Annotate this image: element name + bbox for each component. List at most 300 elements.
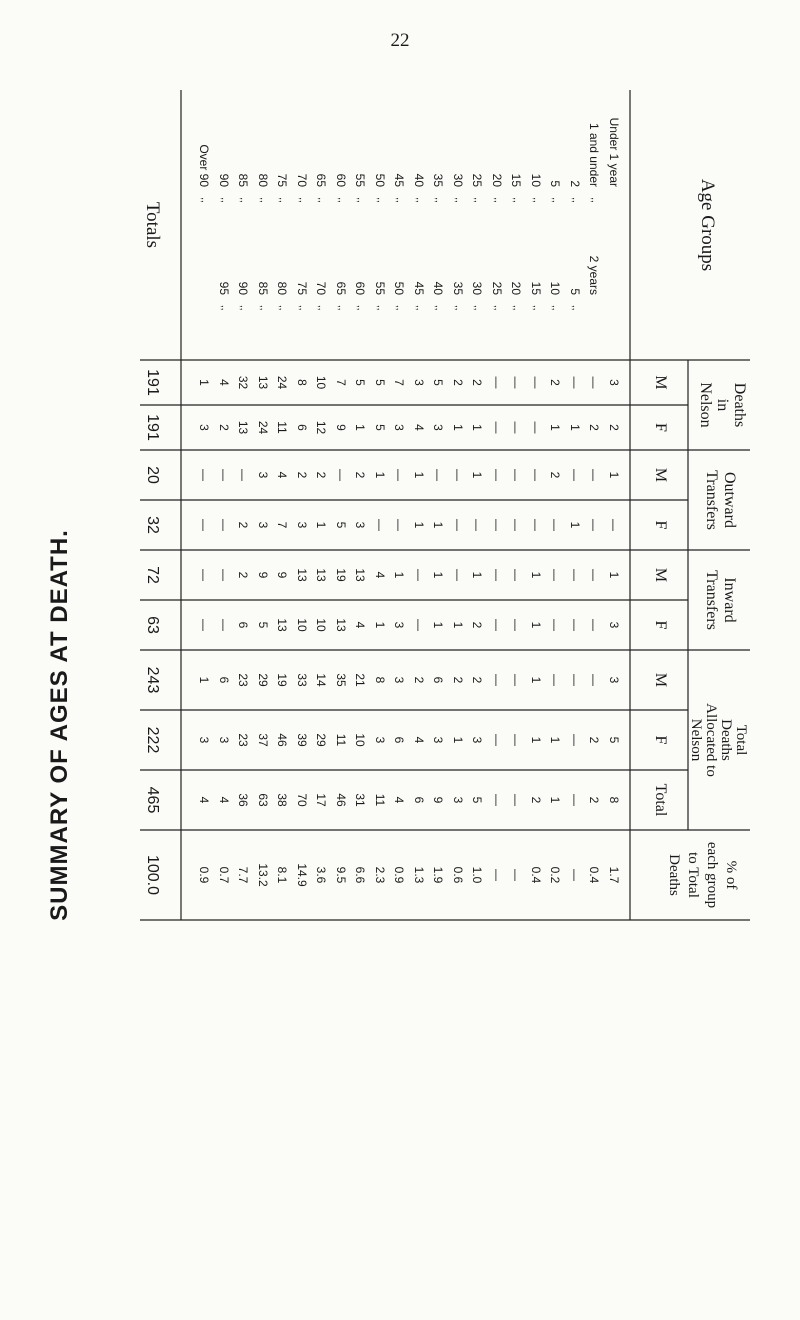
outward-f-cell: — xyxy=(217,519,231,531)
outward-m-cell: — xyxy=(236,469,251,481)
outward-f-cell: 3 xyxy=(353,521,368,529)
age-from: 55 xyxy=(353,173,368,187)
age-separator: ,, xyxy=(394,197,406,203)
totals-label: Totals xyxy=(142,201,163,249)
total-m-cell: 29 xyxy=(256,673,270,687)
deaths-m-cell: — xyxy=(587,376,602,389)
percent-cell: 1.0 xyxy=(470,866,485,884)
total-m-cell: 6 xyxy=(217,676,231,684)
total-m-cell: 19 xyxy=(275,673,290,687)
outward-m-cell: 1 xyxy=(412,471,426,479)
inward-f-cell: 1 xyxy=(529,621,543,629)
header-total-t: Total xyxy=(652,783,669,817)
age-from: 25 xyxy=(470,173,485,187)
total-m-cell: 3 xyxy=(607,676,621,684)
total-t-cell: 38 xyxy=(275,793,290,807)
total-f-cell: 4 xyxy=(412,736,426,744)
percent-cell: 0.9 xyxy=(392,866,407,884)
total-t-cell: 4 xyxy=(197,796,212,804)
inward-m-cell: — xyxy=(197,569,212,581)
total-m-cell: — xyxy=(509,674,524,686)
total-t-cell: 8 xyxy=(607,796,621,804)
header-percent-each-group: % of each group to Total Deaths xyxy=(666,841,739,909)
percent-cell: 0.2 xyxy=(548,866,563,884)
age-from: 90 xyxy=(217,173,231,187)
total-m-cell: — xyxy=(568,674,582,686)
total-m-cell: 33 xyxy=(295,673,309,687)
total-t-cell: 36 xyxy=(236,793,251,807)
total-m-cell: — xyxy=(490,674,504,686)
header-age-groups: Age Groups xyxy=(697,178,718,272)
outward-f-cell: 1 xyxy=(568,521,582,529)
header-deaths-m: M xyxy=(652,375,669,390)
deaths-f-cell: — xyxy=(509,421,524,434)
outward-m-cell: 2 xyxy=(314,471,329,479)
inward-f-cell: 1 xyxy=(451,621,465,629)
percent-cell: — xyxy=(568,869,582,881)
outward-f-cell: — xyxy=(392,519,407,531)
inward-f-cell: — xyxy=(217,619,231,631)
age-unit-separator: ,, xyxy=(258,305,269,311)
header-outward-f: F xyxy=(652,520,669,530)
percent-cell: 3.6 xyxy=(314,866,329,884)
outward-m-cell: — xyxy=(392,469,407,481)
inward-f-cell: 1 xyxy=(431,621,446,629)
outward-m-cell: — xyxy=(334,469,348,481)
total-f-cell: 1 xyxy=(529,736,543,744)
total-f-cell: 3 xyxy=(431,736,446,744)
total-t-cell: 11 xyxy=(373,793,387,807)
age-unit-separator: ,, xyxy=(336,305,347,311)
inward-m-cell: — xyxy=(412,569,426,581)
percent-cell: 9.5 xyxy=(334,866,348,884)
inward-m-cell: — xyxy=(490,569,504,581)
inward-f-cell: — xyxy=(509,619,524,631)
age-from: 50 xyxy=(373,173,387,187)
inward-m-cell: 1 xyxy=(470,571,485,579)
deaths-m-cell: 5 xyxy=(353,379,368,386)
deaths-m-cell: 32 xyxy=(236,375,251,390)
header-inward-m: M xyxy=(652,567,669,583)
outward-m-cell: — xyxy=(568,469,582,481)
age-from: 75 xyxy=(275,173,290,187)
outward-m-cell: — xyxy=(529,469,543,481)
percent-cell: 1.7 xyxy=(607,866,621,884)
inward-f-cell: 5 xyxy=(256,621,270,629)
deaths-f-cell: 1 xyxy=(451,424,465,431)
outward-f-cell: 2 xyxy=(236,521,251,529)
percent-cell: 6.6 xyxy=(353,866,368,884)
outward-f-cell: — xyxy=(451,519,465,531)
total-m-cell: 21 xyxy=(353,673,368,687)
total-f-cell: 1 xyxy=(548,736,563,744)
age-to: 25 xyxy=(490,281,504,295)
deaths-m-cell: 2 xyxy=(548,379,563,386)
age-to: 35 xyxy=(451,281,465,295)
age-unit-separator: ,, xyxy=(316,305,328,311)
inward-f-cell: — xyxy=(490,619,504,631)
totals-total-f: 222 xyxy=(144,726,161,754)
outward-f-cell: 3 xyxy=(295,521,309,529)
outward-m-cell: 2 xyxy=(353,471,368,479)
total-f-cell: 37 xyxy=(256,733,270,747)
total-f-cell: 3 xyxy=(373,736,387,744)
outward-m-cell: 2 xyxy=(295,471,309,479)
total-m-cell: 23 xyxy=(236,673,251,687)
total-m-cell: 2 xyxy=(451,676,465,684)
inward-m-cell: 1 xyxy=(607,571,621,579)
total-t-cell: 4 xyxy=(392,796,407,804)
total-m-cell: — xyxy=(587,674,602,686)
total-m-cell: 1 xyxy=(529,676,543,684)
age-unit-separator: ,, xyxy=(570,305,581,311)
total-f-cell: 2 xyxy=(587,736,602,744)
inward-m-cell: — xyxy=(217,569,231,581)
inward-m-cell: 2 xyxy=(236,571,251,579)
total-t-cell: — xyxy=(490,794,504,806)
total-f-cell: 3 xyxy=(197,736,212,744)
age-to: 70 xyxy=(314,281,329,295)
deaths-m-cell: 1 xyxy=(197,379,212,386)
age-from: 70 xyxy=(295,173,309,187)
percent-cell: 14.9 xyxy=(295,863,309,887)
deaths-m-cell: 24 xyxy=(275,375,290,390)
age-to: 80 xyxy=(275,281,290,295)
inward-m-cell: 1 xyxy=(431,571,446,579)
age-from: Under 1 year xyxy=(607,117,621,187)
age-unit-separator: ,, xyxy=(219,305,230,311)
inward-m-cell: 9 xyxy=(256,571,270,579)
age-from: 85 xyxy=(236,173,251,187)
page-number: 22 xyxy=(390,30,410,51)
outward-f-cell: 3 xyxy=(256,521,270,529)
table-rules xyxy=(110,90,750,1090)
age-from: 1 and under xyxy=(587,122,602,187)
inward-m-cell: 19 xyxy=(334,568,348,582)
deaths-m-cell: — xyxy=(490,376,504,389)
percent-cell: 0.4 xyxy=(587,866,602,884)
summary-table xyxy=(110,90,750,1090)
page-title: SUMMARY OF AGES AT DEATH. xyxy=(46,529,73,921)
header-inward-transfers: Inward Transfers xyxy=(703,570,738,630)
age-to: 85 xyxy=(256,281,270,295)
totals-outward-m: 20 xyxy=(144,466,161,484)
total-m-cell: 35 xyxy=(334,673,348,687)
deaths-f-cell: 13 xyxy=(236,420,251,435)
age-unit-separator: ,, xyxy=(238,305,250,311)
total-t-cell: 1 xyxy=(548,796,563,804)
age-separator: ,, xyxy=(238,197,250,203)
deaths-f-cell: 11 xyxy=(275,421,290,434)
total-t-cell: 17 xyxy=(314,793,329,807)
age-separator: ,, xyxy=(316,197,328,203)
total-t-cell: 63 xyxy=(256,793,270,807)
total-f-cell: 23 xyxy=(236,733,251,747)
age-to: 45 xyxy=(412,281,426,295)
age-separator: ,, xyxy=(511,197,523,203)
age-unit-separator: ,, xyxy=(297,305,308,311)
age-separator: ,, xyxy=(550,197,562,203)
total-t-cell: 2 xyxy=(587,796,602,804)
age-separator: ,, xyxy=(433,197,445,203)
age-to: 5 xyxy=(568,288,582,295)
age-to: 10 xyxy=(548,281,563,295)
inward-m-cell: 13 xyxy=(353,568,368,582)
deaths-f-cell: 3 xyxy=(197,424,212,431)
total-f-cell: 46 xyxy=(275,733,290,747)
header-total-f: F xyxy=(652,735,669,745)
percent-cell: 0.9 xyxy=(197,866,212,884)
total-t-cell: 2 xyxy=(529,796,543,804)
deaths-f-cell: 6 xyxy=(295,424,309,431)
deaths-f-cell: 5 xyxy=(373,424,387,431)
inward-m-cell: — xyxy=(568,569,582,581)
age-unit-separator: ,, xyxy=(550,305,562,311)
age-to: 65 xyxy=(334,281,348,295)
age-to: 30 xyxy=(470,281,485,295)
age-from: 15 xyxy=(509,173,524,187)
age-separator: ,, xyxy=(453,197,464,203)
inward-m-cell: — xyxy=(548,569,563,581)
outward-f-cell: — xyxy=(197,519,212,531)
age-from: 65 xyxy=(314,173,329,187)
inward-f-cell: 10 xyxy=(295,618,309,632)
deaths-m-cell: 3 xyxy=(607,379,621,386)
age-from: 80 xyxy=(256,173,270,187)
inward-f-cell: — xyxy=(548,619,563,631)
total-t-cell: 6 xyxy=(412,796,426,804)
age-unit-separator: ,, xyxy=(472,305,484,311)
outward-f-cell: 1 xyxy=(431,521,446,529)
age-from: 10 xyxy=(529,173,543,187)
inward-f-cell: 3 xyxy=(607,621,621,629)
total-t-cell: 46 xyxy=(334,793,348,807)
outward-m-cell: — xyxy=(587,469,602,481)
total-f-cell: 10 xyxy=(353,733,368,747)
outward-m-cell: — xyxy=(451,469,465,481)
deaths-f-cell: 2 xyxy=(607,424,621,431)
total-f-cell: 11 xyxy=(334,733,348,747)
total-f-cell: 6 xyxy=(392,736,407,744)
outward-m-cell: — xyxy=(509,469,524,481)
age-unit-separator: ,, xyxy=(414,305,425,311)
totals-total-m: 243 xyxy=(144,666,161,694)
total-t-cell: 70 xyxy=(295,793,309,807)
inward-m-cell: 13 xyxy=(295,568,309,582)
total-m-cell: 8 xyxy=(373,676,387,684)
total-f-cell: 1 xyxy=(451,736,465,744)
totals-outward-f: 32 xyxy=(144,516,161,534)
deaths-f-cell: — xyxy=(529,421,543,434)
percent-cell: 13.2 xyxy=(256,863,270,887)
deaths-f-cell: 2 xyxy=(217,424,231,431)
age-separator: ,, xyxy=(414,197,425,203)
deaths-m-cell: — xyxy=(509,376,524,389)
total-m-cell: 14 xyxy=(314,673,329,687)
deaths-m-cell: 13 xyxy=(256,375,270,390)
age-from: 2 xyxy=(568,180,582,187)
age-unit-separator: ,, xyxy=(394,305,406,311)
deaths-f-cell: 1 xyxy=(353,424,368,431)
age-separator: ,, xyxy=(589,197,601,203)
outward-f-cell: — xyxy=(607,519,621,531)
inward-f-cell: — xyxy=(587,619,602,631)
age-separator: ,, xyxy=(375,197,386,203)
age-separator: ,, xyxy=(336,197,347,203)
total-f-cell: 3 xyxy=(217,736,231,744)
total-f-cell: 29 xyxy=(314,733,329,747)
outward-m-cell: 3 xyxy=(256,471,270,479)
total-t-cell: 3 xyxy=(451,796,465,804)
deaths-m-cell: 5 xyxy=(373,379,387,386)
total-t-cell: 5 xyxy=(470,796,485,804)
inward-m-cell: — xyxy=(451,569,465,581)
percent-cell: 7.7 xyxy=(236,866,251,884)
age-to: 90 xyxy=(236,281,251,295)
age-separator: ,, xyxy=(492,197,503,203)
total-f-cell: 3 xyxy=(470,736,485,744)
age-separator: ,, xyxy=(570,197,581,203)
inward-f-cell: — xyxy=(568,619,582,631)
deaths-m-cell: — xyxy=(529,376,543,389)
age-unit-separator: ,, xyxy=(511,305,523,311)
deaths-f-cell: 12 xyxy=(314,420,329,435)
age-to: 40 xyxy=(431,281,446,295)
deaths-f-cell: 24 xyxy=(256,420,270,435)
inward-f-cell: 1 xyxy=(373,621,387,629)
inward-f-cell: 4 xyxy=(353,621,368,629)
age-unit-separator: ,, xyxy=(531,305,542,311)
age-separator: ,, xyxy=(531,197,542,203)
inward-f-cell: 3 xyxy=(392,621,407,629)
age-to: 50 xyxy=(392,281,407,295)
total-f-cell: — xyxy=(509,734,524,746)
header-deaths-f: F xyxy=(652,423,669,432)
age-unit-separator: ,, xyxy=(355,305,367,311)
percent-cell: 0.6 xyxy=(451,866,465,884)
inward-f-cell: — xyxy=(197,619,212,631)
deaths-f-cell: 3 xyxy=(392,424,407,431)
age-to: 95 xyxy=(217,281,231,295)
outward-m-cell: — xyxy=(217,469,231,481)
total-m-cell: 2 xyxy=(470,676,485,684)
outward-m-cell: 4 xyxy=(275,471,290,479)
percent-cell: — xyxy=(509,869,524,881)
deaths-m-cell: — xyxy=(568,376,582,389)
inward-m-cell: — xyxy=(509,569,524,581)
inward-f-cell: 6 xyxy=(236,621,251,629)
header-deaths-in-nelson: Deaths in Nelson xyxy=(697,382,748,428)
total-t-cell: — xyxy=(509,794,524,806)
age-from: 5 xyxy=(548,180,563,187)
deaths-m-cell: 10 xyxy=(314,375,329,390)
age-separator: ,, xyxy=(258,197,269,203)
outward-f-cell: 1 xyxy=(314,521,329,529)
totals-total-t: 465 xyxy=(144,786,161,814)
outward-f-cell: — xyxy=(587,519,602,531)
percent-cell: — xyxy=(490,869,504,881)
inward-m-cell: 1 xyxy=(529,571,543,579)
deaths-f-cell: 4 xyxy=(412,424,426,431)
deaths-m-cell: 5 xyxy=(431,379,446,386)
total-m-cell: — xyxy=(548,674,563,686)
outward-f-cell: 1 xyxy=(412,521,426,529)
outward-m-cell: — xyxy=(490,469,504,481)
age-from: Over 90 xyxy=(197,144,212,187)
totals-percent: 100.0 xyxy=(144,854,161,896)
total-m-cell: 2 xyxy=(412,676,426,684)
age-from: 35 xyxy=(431,173,446,187)
inward-m-cell: 13 xyxy=(314,568,329,582)
header-total-deaths-allocated: Total Deaths Allocated to Nelson xyxy=(688,703,749,777)
outward-m-cell: 1 xyxy=(470,471,485,479)
age-separator: ,, xyxy=(355,197,367,203)
outward-m-cell: 1 xyxy=(373,471,387,479)
inward-m-cell: — xyxy=(587,569,602,581)
total-f-cell: — xyxy=(490,734,504,746)
age-separator: ,, xyxy=(472,197,484,203)
percent-cell: 2.3 xyxy=(373,866,387,884)
outward-m-cell: 2 xyxy=(548,471,563,479)
totals-deaths-m: 191 xyxy=(144,369,161,396)
inward-m-cell: 9 xyxy=(275,571,290,579)
age-unit-separator: ,, xyxy=(433,305,445,311)
inward-f-cell: 2 xyxy=(470,621,485,629)
total-t-cell: — xyxy=(568,794,582,806)
outward-f-cell: — xyxy=(373,519,387,531)
header-inward-f: F xyxy=(652,620,669,630)
deaths-f-cell: 2 xyxy=(587,424,602,431)
age-unit-separator: ,, xyxy=(453,305,464,311)
percent-cell: 1.3 xyxy=(412,866,426,884)
deaths-m-cell: 2 xyxy=(451,379,465,386)
outward-m-cell: 1 xyxy=(607,471,621,479)
age-to: 15 xyxy=(529,281,543,295)
totals-inward-m: 72 xyxy=(144,566,161,584)
percent-cell: 1.9 xyxy=(431,866,446,884)
percent-cell: 8.1 xyxy=(275,866,290,884)
outward-f-cell: — xyxy=(529,519,543,531)
total-m-cell: 1 xyxy=(197,676,212,684)
header-outward-m: M xyxy=(652,467,669,483)
deaths-m-cell: 4 xyxy=(217,379,231,386)
inward-f-cell: 10 xyxy=(314,618,329,632)
percent-cell: 0.4 xyxy=(529,866,543,884)
age-separator: ,, xyxy=(277,197,289,203)
total-t-cell: 4 xyxy=(217,796,231,804)
deaths-m-cell: 2 xyxy=(470,379,485,386)
deaths-f-cell: 1 xyxy=(568,424,582,431)
deaths-f-cell: 9 xyxy=(334,424,348,431)
age-to: 75 xyxy=(295,281,309,295)
age-unit-separator: ,, xyxy=(277,305,289,311)
header-total-m: M xyxy=(652,672,669,688)
age-from: 45 xyxy=(392,173,407,187)
total-f-cell: 5 xyxy=(607,736,621,744)
deaths-f-cell: 3 xyxy=(431,424,446,431)
age-from: 60 xyxy=(334,173,348,187)
age-separator: ,, xyxy=(219,197,230,203)
age-from: 30 xyxy=(451,173,465,187)
inward-m-cell: 1 xyxy=(392,571,407,579)
outward-f-cell: — xyxy=(548,519,563,531)
total-f-cell: 39 xyxy=(295,733,309,747)
inward-f-cell: — xyxy=(412,619,426,631)
deaths-m-cell: 8 xyxy=(295,379,309,386)
deaths-f-cell: 1 xyxy=(470,424,485,431)
inward-f-cell: 13 xyxy=(334,618,348,632)
outward-f-cell: — xyxy=(470,519,485,531)
